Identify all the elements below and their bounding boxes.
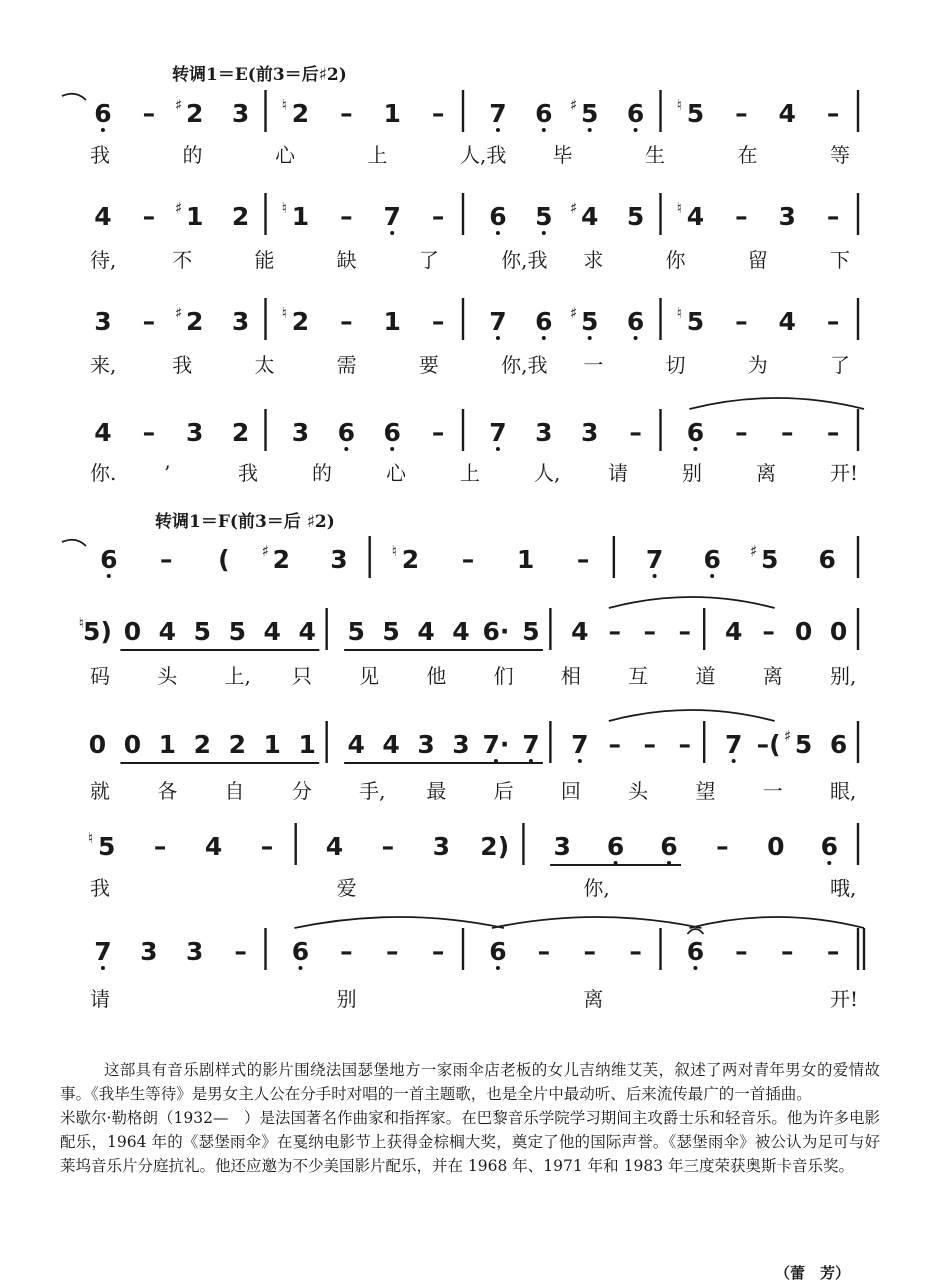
octave-dot [588, 336, 592, 340]
note: 4 [686, 202, 705, 231]
note: – [431, 99, 445, 128]
note: 4 [325, 832, 344, 861]
note: 4 [94, 202, 112, 231]
note: – [340, 937, 353, 966]
note: – [431, 937, 445, 966]
accidental: ♮ [281, 304, 288, 322]
lyric-syllable: 请 [90, 987, 110, 1011]
note: 2 [185, 99, 204, 128]
note: 3 [185, 418, 204, 447]
lyric-syllable: 码 [90, 664, 110, 688]
note: – [385, 937, 399, 966]
note: 6 [660, 832, 678, 861]
octave-dot [101, 128, 105, 132]
note: 3 [553, 832, 571, 861]
lyric-syllable: 各 [157, 779, 178, 803]
note: – [260, 832, 274, 861]
modulation-label-2: 转调1＝F(前3＝后 ♯2) [155, 512, 335, 532]
note: – [142, 99, 156, 128]
note: – [234, 937, 247, 966]
lyric-syllable: 望 [695, 779, 716, 803]
lyric-syllable: 头 [157, 664, 178, 688]
lyric-syllable: 上, [224, 664, 251, 688]
tie-slur [492, 917, 702, 928]
note: 6 [383, 418, 401, 447]
note: 4 [158, 617, 177, 646]
note: 4 [580, 202, 599, 231]
lyric-syllable: 的 [312, 461, 332, 485]
lyric-syllable: 要 [418, 353, 439, 377]
note: – [643, 730, 657, 759]
note: – [629, 937, 642, 966]
note: 4 [778, 99, 796, 128]
lyric-syllable: 见 [359, 664, 380, 688]
octave-dot [693, 966, 697, 970]
lyric-syllable: 别 [682, 461, 702, 485]
note: – [340, 307, 353, 336]
lyric-syllable: 毕 [552, 143, 573, 167]
lyric-syllable: 别, [830, 664, 857, 688]
lyric-syllable: 你,我 [501, 248, 548, 272]
lyric-syllable: 上 [367, 143, 388, 167]
lyric-syllable: 相 [560, 664, 581, 688]
note: 1 [298, 730, 316, 759]
accidental: ♮ [391, 542, 398, 560]
lyric-syllable: 开! [830, 461, 859, 485]
note: – [340, 99, 353, 128]
accidental: ♯ [175, 199, 183, 217]
note: 0 [794, 617, 813, 646]
note: 5 [193, 617, 212, 646]
lyric-syllable: 后 [493, 779, 514, 803]
note: 3 [580, 418, 599, 447]
note: 3 [185, 937, 204, 966]
note: – [608, 730, 622, 759]
note: –( [756, 730, 781, 759]
lyric-syllable: 你 [665, 248, 686, 272]
accidental: ♮ [676, 96, 683, 114]
note: – [340, 202, 353, 231]
note: 1 [383, 307, 401, 336]
note: – [780, 937, 794, 966]
octave-dot [542, 231, 546, 235]
lyric-syllable: 来, [90, 353, 117, 377]
note: 1 [185, 202, 204, 231]
note: – [608, 617, 622, 646]
lyric-syllable: 了 [418, 248, 439, 272]
octave-dot [588, 128, 592, 132]
note: 6 [626, 307, 645, 336]
octave-dot [542, 128, 546, 132]
note: 4 [417, 617, 435, 646]
octave-dot [344, 447, 348, 451]
note: 5 [626, 202, 645, 231]
octave-dot [101, 966, 105, 970]
lyric-syllable: 就 [90, 779, 110, 803]
lyric-syllable: 他 [426, 664, 447, 688]
note: 4 [724, 617, 743, 646]
lyric-syllable: 切 [665, 353, 686, 377]
note: 1 [158, 730, 177, 759]
note: 5 [98, 832, 116, 861]
octave-dot [542, 336, 546, 340]
tie-slur [689, 398, 864, 409]
tie-slur [609, 710, 775, 721]
lyric-syllable: 人, [534, 461, 561, 485]
note: 7 [489, 307, 507, 336]
note: 6 [626, 99, 645, 128]
note: – [153, 832, 167, 861]
note: 7 [522, 730, 540, 759]
note: – [583, 937, 596, 966]
lyric-syllable: 别 [336, 987, 357, 1011]
modulation-label-1: 转调1＝E(前3＝后♯2) [172, 65, 347, 85]
note: – [735, 202, 748, 231]
accidental: ♯ [175, 96, 183, 114]
note: – [537, 937, 551, 966]
note: – [461, 545, 475, 574]
lyric-syllable: 离 [756, 461, 776, 485]
lyric-syllable: 手, [359, 779, 386, 803]
note: – [826, 418, 840, 447]
octave-dot [578, 759, 582, 763]
note: 7 [645, 545, 664, 574]
author-signature: （蕾 芳） [775, 1264, 851, 1282]
note: 3 [231, 307, 250, 336]
note: 6 [337, 418, 356, 447]
accidental: ♮ [78, 614, 85, 632]
note: – [826, 937, 840, 966]
commentary-paragraph-2: 米歇尔·勒格朗（1932— ）是法国著名作曲家和指挥家。在巴黎音乐学院学习期间主攻爵士乐和轻音乐。他为许多电影配乐，1964 年的《瑟堡雨伞》在戛纳电影节上获得金棕榈大奖，奠定了他的国际声誉。《瑟堡雨伞》被公认为足可与好莱坞音乐片分庭抗礼。他还应邀为不少美国影片配乐，并在 1968 年、1971 年和 1983 年三度荣获奥斯卡音乐奖。 [60, 1109, 880, 1175]
lyric-syllable: 开! [830, 987, 859, 1011]
lyric-syllable: 在 [737, 143, 758, 167]
note: 6 [703, 545, 721, 574]
note: 2 [231, 418, 250, 447]
lyric-syllable: 离 [583, 987, 604, 1011]
note: 4 [452, 617, 470, 646]
lyric-syllable: 需 [336, 353, 357, 377]
note: – [826, 202, 840, 231]
lyric-syllable: 我 [90, 876, 110, 900]
octave-dot [496, 447, 500, 451]
lyric-syllable: ’ [164, 461, 171, 485]
tie-slur [62, 94, 86, 100]
accidental: ♯ [750, 542, 758, 560]
lyric-syllable: 生 [645, 143, 665, 167]
note: 6· [482, 617, 510, 646]
octave-dot [710, 574, 714, 578]
tie-slur [294, 917, 504, 928]
note: 3 [535, 418, 553, 447]
lyric-syllable: 最 [426, 779, 447, 803]
note: – [381, 832, 395, 861]
note: 2 [401, 545, 420, 574]
octave-dot [496, 336, 500, 340]
note: ( [218, 545, 230, 574]
note: 2 [291, 99, 310, 128]
note: 5) [83, 617, 112, 646]
note: 0 [829, 617, 848, 646]
note: 7 [489, 418, 507, 447]
lyric-syllable: 只 [291, 664, 312, 688]
note: 4 [204, 832, 223, 861]
note: 7 [383, 202, 401, 231]
lyric-syllable: 下 [830, 248, 850, 272]
lyric-syllable: 待, [90, 248, 117, 272]
note: – [643, 617, 657, 646]
lyric-syllable: 一 [583, 353, 604, 377]
note: – [735, 307, 748, 336]
accidental: ♯ [261, 542, 270, 560]
lyric-syllable: 一 [762, 779, 783, 803]
note: 5 [382, 617, 400, 646]
lyric-syllable: 不 [172, 248, 193, 272]
note: 6 [100, 545, 118, 574]
accidental: ♯ [570, 96, 578, 114]
note: 4 [263, 617, 281, 646]
note: 2) [480, 832, 510, 861]
note: 3 [291, 418, 310, 447]
note: 7 [94, 937, 112, 966]
note: 2 [185, 307, 204, 336]
note: 5 [228, 617, 246, 646]
note: – [431, 307, 445, 336]
lyric-syllable: 们 [493, 664, 514, 688]
note: – [716, 832, 729, 861]
note: – [431, 418, 445, 447]
lyric-syllable: 眼, [830, 779, 857, 803]
lyric-syllable: 人,我 [460, 143, 507, 167]
lyric-syllable: 我 [238, 461, 258, 485]
note: 6 [291, 937, 310, 966]
note: 3 [231, 99, 250, 128]
lyric-syllable: 道 [695, 664, 716, 688]
octave-dot [390, 231, 394, 235]
octave-dot [827, 861, 831, 865]
note: 5 [760, 545, 779, 574]
note: – [431, 202, 445, 231]
octave-dot [496, 966, 500, 970]
note: – [780, 418, 794, 447]
note: 4 [382, 730, 400, 759]
tie-slur [609, 597, 775, 608]
octave-dot [634, 128, 638, 132]
note: – [762, 617, 775, 646]
note: – [826, 307, 840, 336]
note: 3 [94, 307, 112, 336]
note: – [629, 418, 642, 447]
note: – [142, 202, 156, 231]
note: 5 [522, 617, 540, 646]
octave-dot [496, 128, 500, 132]
note: 7 [571, 730, 589, 759]
lyric-syllable: 回 [560, 779, 581, 803]
note: 5 [535, 202, 553, 231]
lyric-syllable: 离 [762, 664, 783, 688]
lyric-syllable: 太 [254, 353, 275, 377]
lyric-syllable: 留 [747, 248, 768, 272]
accidental: ♮ [281, 96, 288, 114]
note: 0 [123, 617, 142, 646]
note: 4 [347, 730, 365, 759]
note: 4 [778, 307, 796, 336]
note: 4 [571, 617, 589, 646]
note: – [735, 418, 748, 447]
tie-slur [689, 917, 864, 928]
lyric-syllable: 分 [291, 779, 312, 803]
note: 0 [88, 730, 107, 759]
lyric-syllable: 头 [628, 779, 649, 803]
note: 3 [432, 832, 450, 861]
accidental: ♮ [281, 199, 288, 217]
note: 4 [94, 418, 112, 447]
fermata [687, 929, 703, 934]
note: 6 [94, 99, 112, 128]
note: – [142, 307, 156, 336]
note: 5 [347, 617, 365, 646]
note: – [160, 545, 173, 574]
lyric-syllable: 了 [830, 353, 850, 377]
accidental: ♯ [570, 199, 578, 217]
lyric-syllable: 自 [224, 779, 245, 803]
lyric-syllable: 为 [747, 353, 768, 377]
octave-dot [653, 574, 657, 578]
note: 0 [767, 832, 785, 861]
note: 1 [291, 202, 310, 231]
note: 5 [794, 730, 813, 759]
note: 6 [829, 730, 848, 759]
note: 2 [291, 307, 310, 336]
note: 2 [272, 545, 291, 574]
note: 1 [516, 545, 535, 574]
note: 2 [228, 730, 246, 759]
note: 5 [686, 307, 705, 336]
note: – [826, 99, 840, 128]
octave-dot [693, 447, 697, 451]
note: 0 [123, 730, 142, 759]
note: 3 [140, 937, 158, 966]
accidental: ♮ [88, 829, 94, 847]
note: 7 [489, 99, 507, 128]
note: 5 [580, 99, 599, 128]
octave-dot [496, 231, 500, 235]
note: 5 [686, 99, 705, 128]
note: 3 [452, 730, 470, 759]
commentary [60, 1058, 880, 1178]
note: 3 [778, 202, 796, 231]
accidental: ♯ [570, 304, 578, 322]
lyric-syllable: 请 [608, 461, 628, 485]
tie-slur [62, 540, 86, 546]
note: 3 [330, 545, 348, 574]
note: – [678, 730, 691, 759]
note: – [678, 617, 691, 646]
note: 1 [383, 99, 401, 128]
lyric-syllable: 你. [90, 461, 117, 485]
lyric-syllable: 我 [172, 353, 193, 377]
lyric-syllable: 缺 [336, 248, 357, 272]
note: – [576, 545, 590, 574]
lyric-syllable: 哦, [830, 876, 857, 900]
lyric-syllable: 爱 [336, 876, 357, 900]
note: 7· [482, 730, 510, 759]
lyric-syllable: 互 [628, 664, 649, 688]
accidental: ♮ [676, 199, 683, 217]
note: 6 [686, 937, 705, 966]
note: 6 [818, 545, 836, 574]
note: 6 [686, 418, 705, 447]
lyric-syllable: 等 [830, 143, 850, 167]
lyric-syllable: 你, [583, 876, 610, 900]
lyric-syllable: 心 [386, 461, 406, 485]
accidental: ♯ [783, 727, 792, 745]
note: 4 [298, 617, 316, 646]
note: 6 [535, 99, 553, 128]
lyric-syllable: 能 [254, 248, 275, 272]
lyric-syllable: 你,我 [501, 353, 548, 377]
note: 6 [489, 202, 507, 231]
lyric-syllable: 心 [275, 143, 295, 167]
note: 1 [263, 730, 281, 759]
octave-dot [634, 336, 638, 340]
note: 6 [820, 832, 838, 861]
lyric-syllable: 我 [90, 143, 110, 167]
note: – [142, 418, 156, 447]
note: 6 [489, 937, 507, 966]
commentary-paragraph-1: 这部具有音乐剧样式的影片围绕法国瑟堡地方一家雨伞店老板的女儿吉纳维艾芙，叙述了两对青年男女的爱情故事。《我毕生等待》是男女主人公在分手时对唱的一首主题歌，也是全片中最动听、后来流传最广的一首插曲。 [60, 1061, 880, 1103]
accidental: ♮ [676, 304, 683, 322]
octave-dot [107, 574, 111, 578]
octave-dot [298, 966, 302, 970]
lyric-syllable: 的 [182, 143, 203, 167]
lyric-syllable: 上 [460, 461, 480, 485]
note: 6 [535, 307, 553, 336]
lyric-syllable: 求 [583, 248, 604, 272]
note: 5 [580, 307, 599, 336]
note: 6 [606, 832, 625, 861]
note: 2 [231, 202, 250, 231]
note: – [735, 99, 748, 128]
accidental: ♯ [175, 304, 183, 322]
note: – [735, 937, 748, 966]
note: 2 [193, 730, 212, 759]
octave-dot [390, 447, 394, 451]
octave-dot [732, 759, 736, 763]
note: 3 [417, 730, 435, 759]
note: 7 [724, 730, 743, 759]
